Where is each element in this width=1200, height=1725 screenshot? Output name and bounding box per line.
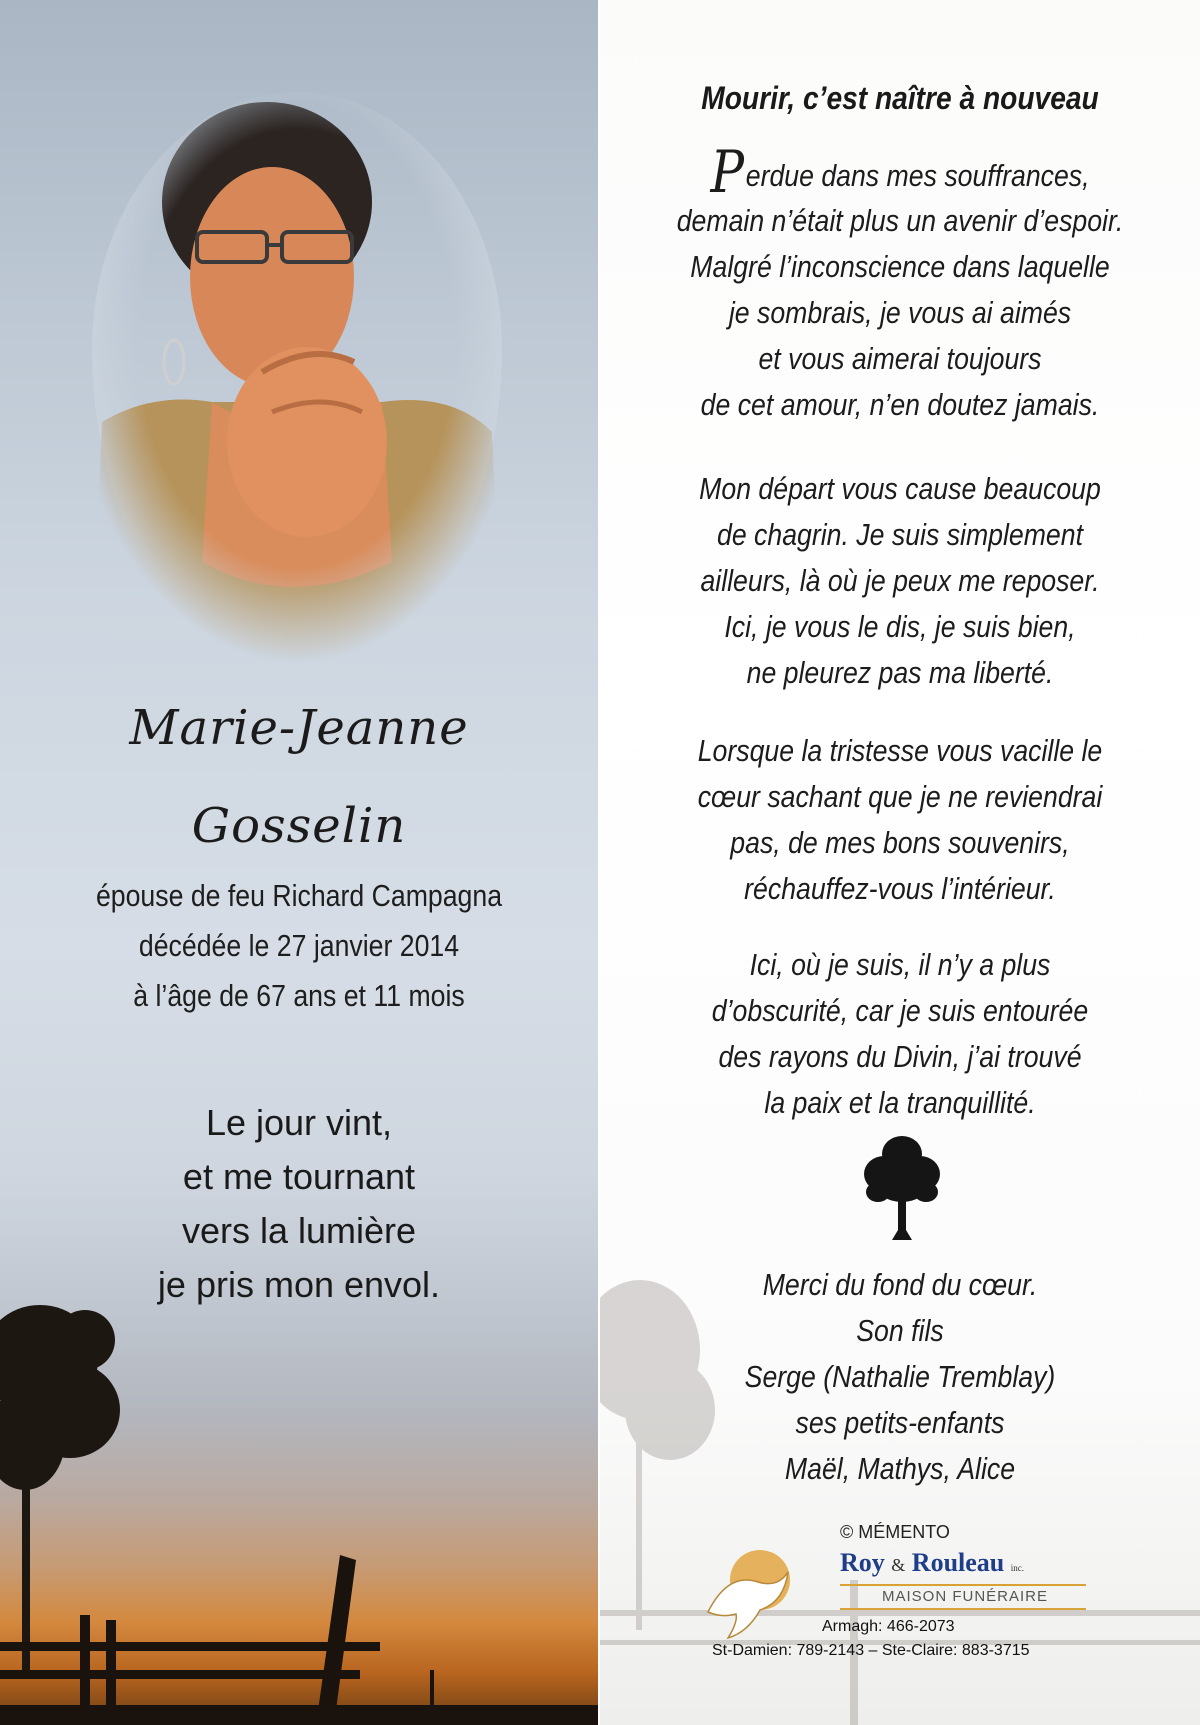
dove-logo-icon [698, 1542, 808, 1642]
poem-stanza-3 [600, 728, 1200, 912]
brand-ampersand: & [891, 1555, 906, 1575]
poem-line: d’obscurité, car je suis entourée [711, 993, 1089, 1028]
poem-line: Mon départ vous cause beaucoup [699, 471, 1101, 506]
thanks-line: Son fils [856, 1313, 944, 1348]
tree-icon [862, 1132, 942, 1242]
deceased-last-name: Gosselin [191, 798, 407, 854]
memento-label: © MÉMENTO [840, 1522, 950, 1542]
quote-line: je pris mon envol. [157, 1264, 441, 1305]
poem-line: de cet amour, n’en doutez jamais. [700, 387, 1100, 422]
thanks-line: Serge (Nathalie Tremblay) [744, 1359, 1056, 1394]
thanks-line: Merci du fond du cœur. [762, 1267, 1038, 1302]
quote-line: et me tournant [182, 1156, 416, 1197]
brand-divider [840, 1584, 1086, 1586]
poem-line: pas, de mes bons souvenirs, [730, 825, 1070, 860]
poem-line: ne pleurez pas ma liberté. [746, 655, 1054, 690]
poem-line: réchauffez-vous l’intérieur. [744, 871, 1056, 906]
poem-line: ailleurs, là où je peux me reposer. [700, 563, 1100, 598]
thanks-block [600, 1262, 1200, 1492]
funeral-home-brand [840, 1548, 1024, 1578]
poem-line: et vous aimerai toujours [758, 341, 1042, 376]
brand-suffix: inc. [1010, 1563, 1025, 1573]
quote-line: vers la lumière [181, 1210, 417, 1251]
thanks-line: Maël, Mathys, Alice [784, 1451, 1016, 1486]
poem-line: la paix et la tranquillité. [764, 1085, 1036, 1120]
right-panel [600, 0, 1200, 1725]
poem-title: Mourir, c’est naître à nouveau [701, 80, 1099, 116]
subtitle-divider [840, 1608, 1086, 1610]
age-line: à l’âge de 67 ans et 11 mois [133, 978, 465, 1013]
brand-name-2: Rouleau [911, 1548, 1005, 1577]
poem-line: cœur sachant que je ne reviendrai [697, 779, 1103, 814]
poem-line: je sombrais, je vous ai aimés [728, 295, 1072, 330]
poem-line: Malgré l’inconscience dans laquelle [690, 249, 1110, 284]
funeral-home-footer [600, 1522, 1200, 1702]
poem-line: erdue dans mes souffrances, [745, 158, 1090, 193]
spouse-line: épouse de feu Richard Campagna [95, 878, 503, 913]
sunset-silhouette [0, 1280, 598, 1725]
thanks-line: ses petits-enfants [795, 1405, 1005, 1440]
poem-stanza-1 [600, 138, 1200, 428]
funeral-home-subtitle: MAISON FUNÉRAIRE [882, 1588, 1049, 1605]
poem-stanza-4 [600, 942, 1200, 1126]
phone-other-locations: St-Damien: 789-2143 – Ste-Claire: 883-3715 [712, 1642, 1030, 1659]
poem-line: demain n’était plus un avenir d’espoir. [676, 203, 1124, 238]
deceased-first-name: Marie-Jeanne [129, 700, 469, 756]
death-date-line: décédée le 27 janvier 2014 [138, 928, 460, 963]
poem-stanza-2 [600, 466, 1200, 696]
drop-cap: P [710, 138, 745, 206]
poem-line: Ici, je vous le dis, je suis bien, [724, 609, 1076, 644]
phone-armagh: Armagh: 466-2073 [822, 1618, 955, 1635]
poem-line: Ici, où je suis, il n’y a plus [749, 947, 1051, 982]
left-panel [0, 0, 598, 1725]
portrait-photo [92, 92, 502, 662]
poem-line: des rayons du Divin, j’ai trouvé [718, 1039, 1082, 1074]
poem-line: de chagrin. Je suis simplement [716, 517, 1084, 552]
quote-line: Le jour vint, [205, 1102, 393, 1143]
brand-name-1: Roy [840, 1548, 885, 1577]
poem-line: Lorsque la tristesse vous vacille le [697, 733, 1103, 768]
